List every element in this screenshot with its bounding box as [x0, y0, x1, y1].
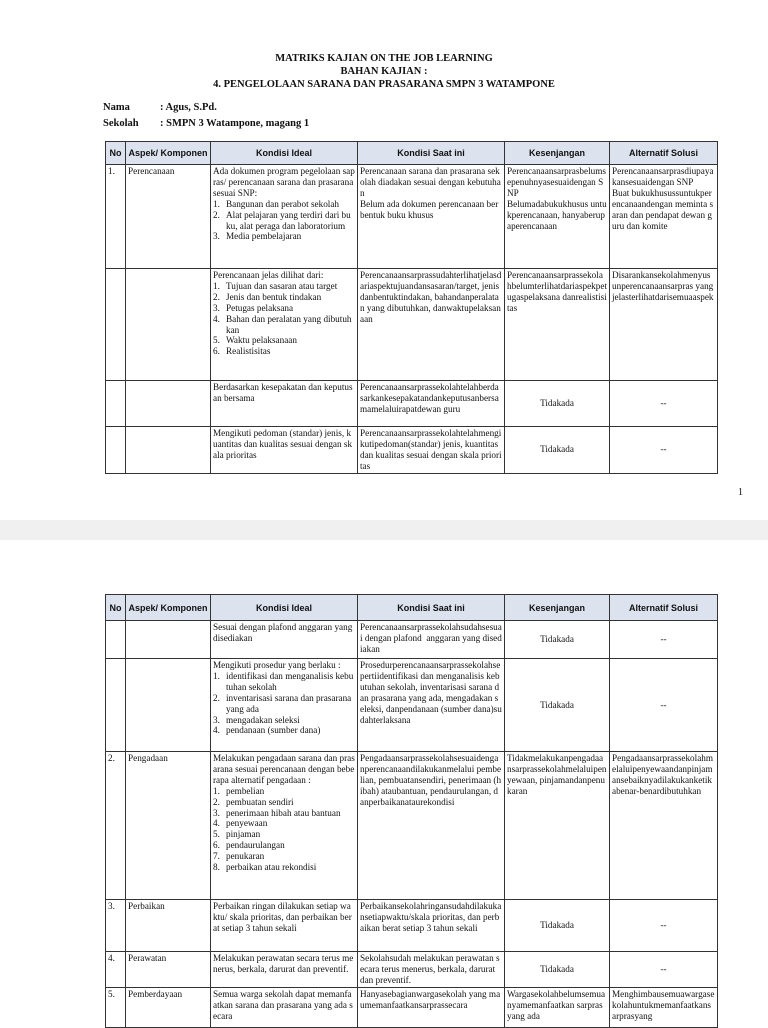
list-item-number: 1. — [213, 785, 220, 796]
kondisi-ideal-list-item — [213, 862, 355, 873]
list-item-text: penukaran — [226, 851, 265, 862]
list-item-text: Alat pelajaran yang terdiri dari buku, alat peraga dan laboratorium — [226, 209, 351, 231]
kondisi-ideal-text: Melakukan pengadaan sarana dan prasarana sesuai perencanaan dengan beberapa alternatif pengadaan : — [213, 753, 355, 785]
alternatif-solusi-cell: Disarankansekolahmenyusunperencanaansarpras yang jelasterlihatdarisemuaaspek — [610, 269, 718, 381]
list-item-text: identifikasi dan menganalisis kebutuhan sekolah — [226, 670, 354, 692]
kondisi-ideal-text: Mengikuti prosedur yang berlaku : — [213, 660, 341, 670]
alternatif-solusi-cell: -- — [610, 900, 718, 952]
list-item-number: 2. — [213, 796, 220, 807]
kesenjangan-cell: Tidakada — [505, 381, 610, 427]
document-page-2 — [0, 540, 768, 1024]
kondisi-ideal-list-item — [213, 829, 355, 840]
list-item-number: 4. — [213, 725, 220, 736]
nama-value: : Agus, S.Pd. — [160, 102, 217, 113]
aspek-cell — [126, 269, 211, 381]
list-item-number: 5. — [213, 829, 220, 840]
list-item-number: 3. — [213, 231, 220, 242]
list-item-text: penyewaan — [226, 818, 268, 829]
list-item-text: pendaurulangan — [226, 840, 285, 851]
kondisi-ideal-list — [213, 281, 355, 357]
document-subtitle: BAHAN KAJIAN : — [340, 66, 428, 77]
header-kondisi-ideal: Kondisi Ideal — [211, 142, 358, 165]
page-separator — [0, 520, 768, 540]
kesenjangan-cell: Tidakada — [505, 659, 610, 752]
list-item-text: pembelian — [226, 785, 265, 796]
header-kondisi-saat-ini: Kondisi Saat ini — [358, 142, 505, 165]
aspek-cell — [126, 659, 211, 752]
list-item-number: 6. — [213, 346, 220, 357]
table-row — [106, 659, 718, 752]
kondisi-ideal-list — [213, 786, 355, 873]
kondisi-ideal-list-item — [213, 199, 355, 210]
aspek-cell — [126, 427, 211, 474]
list-item-text: Bangunan dan perabot sekolah — [226, 198, 340, 209]
kondisi-ideal-text: Perbaikan ringan dilakukan setiap waktu/ skala prioritas, dan perbaikan berat setiap 3 tahun sekali — [213, 901, 352, 933]
aspek-cell — [126, 621, 211, 659]
header-kondisi-ideal: Kondisi Ideal — [211, 595, 358, 621]
kondisi-ideal-text: Perencanaan jelas dilihat dari: — [213, 270, 324, 280]
kondisi-saat-ini-cell: Perencanaansarprassudahterlihatjelasdariaspektujuandansasaran/target, jenisdanbentuktindakan, bahandanperalatan yang dibutuhkan, danwaktupelaksanaan — [358, 269, 505, 381]
alternatif-solusi-cell: -- — [610, 621, 718, 659]
header-no: No — [106, 595, 126, 621]
kondisi-ideal-text: Melakukan perawatan secara terus menerus, berkala, darurat dan preventif. — [213, 953, 354, 974]
table-row — [106, 427, 718, 474]
aspek-cell: Perbaikan — [126, 900, 211, 952]
row-number-cell: 5. — [106, 987, 126, 1027]
matrix-body-page-2 — [106, 621, 718, 1028]
kondisi-ideal-cell — [211, 987, 358, 1027]
list-item-number: 7. — [213, 851, 220, 862]
list-item-number: 5. — [213, 335, 220, 346]
kondisi-ideal-cell — [211, 752, 358, 900]
nama-row — [103, 102, 217, 113]
kondisi-ideal-cell — [211, 900, 358, 952]
alternatif-solusi-cell: -- — [610, 659, 718, 752]
header-aspek: Aspek/ Komponen — [126, 142, 211, 165]
sekolah-label: Sekolah — [103, 118, 139, 129]
list-item-text: pendanaan (sumber dana) — [226, 725, 321, 736]
list-item-number: 1. — [213, 280, 220, 291]
list-item-text: Jenis dan bentuk tindakan — [226, 291, 322, 302]
kondisi-saat-ini-cell: Perencanaansarprassekolahtelahberdasarkankesepakatandankeputusanbersamamelaluirapatdewan guru — [358, 381, 505, 427]
kesenjangan-cell: Tidakada — [505, 621, 610, 659]
kondisi-ideal-list-item — [213, 210, 355, 232]
row-number-cell: 2. — [106, 752, 126, 900]
kondisi-ideal-text: Sesuai dengan plafond anggaran yang disediakan — [213, 622, 353, 643]
kondisi-ideal-list-item — [213, 818, 355, 829]
sekolah-value: : SMPN 3 Watampone, magang 1 — [160, 118, 310, 129]
row-number-cell: 3. — [106, 900, 126, 952]
kondisi-ideal-cell — [211, 659, 358, 752]
header-alternatif-solusi: Alternatif Solusi — [610, 595, 718, 621]
alternatif-solusi-cell: Pengadaansarprassekolahmelaluipenyewaandanpinjamansebaiknyadilakukanketikabenar-benardibutuhkan — [610, 752, 718, 900]
table-row — [106, 952, 718, 988]
kondisi-ideal-text: Mengikuti pedoman (standar) jenis, kuantitas dan kualitas sesuai dengan skala prioritas — [213, 428, 353, 460]
list-item-text: Media pembelajaran — [226, 231, 302, 242]
kondisi-saat-ini-cell: Hanyasebagianwargasekolah yang maumemanfaatkansarprassecara — [358, 987, 505, 1027]
kesenjangan-cell: Perencanaansarprasbelumsepenuhnyasesuaidengan SNP Belumadabukukhusus untukperencanaan, hanyaberupaperencanaan — [505, 165, 610, 269]
header-kondisi-saat-ini: Kondisi Saat ini — [358, 595, 505, 621]
list-item-text: Realistisitas — [226, 346, 271, 357]
document-title: MATRIKS KAJIAN ON THE JOB LEARNING — [275, 53, 493, 64]
list-item-number: 3. — [213, 807, 220, 818]
list-item-number: 4. — [213, 313, 220, 324]
list-item-number: 4. — [213, 818, 220, 829]
kondisi-ideal-list-item — [213, 281, 355, 292]
list-item-number: 1. — [213, 198, 220, 209]
document-topic: 4. PENGELOLAAN SARANA DAN PRASARANA SMPN 3 WATAMPONE — [213, 79, 555, 90]
kondisi-ideal-list-item — [213, 725, 355, 736]
kondisi-ideal-list — [213, 199, 355, 243]
alternatif-solusi-cell: -- — [610, 381, 718, 427]
alternatif-solusi-cell: Perencanaansarprasdiupayakansesuaidengan SNP Buat bukukhusussuntukperencanaandengan meminta saran dan pendapat dewan guru dan komite — [610, 165, 718, 269]
aspek-cell: Pemberdayaan — [126, 987, 211, 1027]
list-item-number: 1. — [213, 670, 220, 681]
kesenjangan-cell: Tidakada — [505, 952, 610, 988]
kondisi-saat-ini-cell: Perencanaan sarana dan prasarana sekolah diadakan sesuai dengan kebutuhan Belum ada dokumen perencanaan berbentuk buku khusus — [358, 165, 505, 269]
list-item-text: Bahan dan peralatan yang dibutuhkan — [226, 313, 352, 335]
table-row — [106, 900, 718, 952]
kondisi-ideal-cell — [211, 427, 358, 474]
kondisi-ideal-cell — [211, 952, 358, 988]
list-item-number: 2. — [213, 692, 220, 703]
kondisi-ideal-list-item — [213, 671, 355, 693]
list-item-number: 3. — [213, 302, 220, 313]
matrix-table-page-2 — [105, 594, 718, 1028]
list-item-number: 3. — [213, 714, 220, 725]
alternatif-solusi-cell: -- — [610, 427, 718, 474]
kondisi-ideal-list-item — [213, 840, 355, 851]
table-row — [106, 165, 718, 269]
kondisi-ideal-list-item — [213, 292, 355, 303]
list-item-text: Tujuan dan sasaran atau target — [226, 280, 338, 291]
kondisi-ideal-cell — [211, 165, 358, 269]
kondisi-saat-ini-cell: Pengadaansarprassekolahsesuaidenganperencanaandilakukanmelalui pembelian, pembuatansendiri, penerimaan (hibah) ataubantuan, pendaurulangan, danperbaikanataurekondisi — [358, 752, 505, 900]
kondisi-ideal-list-item — [213, 314, 355, 336]
list-item-text: pinjaman — [226, 829, 261, 840]
kondisi-ideal-text: Berdasarkan kesepakatan dan keputusan bersama — [213, 382, 353, 403]
list-item-text: Waktu pelaksanaan — [226, 335, 297, 346]
kondisi-ideal-cell — [211, 381, 358, 427]
aspek-cell: Perencanaan — [126, 165, 211, 269]
kondisi-ideal-list — [213, 671, 355, 736]
table-row — [106, 752, 718, 900]
row-number-cell — [106, 621, 126, 659]
table-row — [106, 987, 718, 1027]
header-no: No — [106, 142, 126, 165]
alternatif-solusi-cell: Menghimbausemuawargasekolahuntukmemanfaatkansarprasyang — [610, 987, 718, 1027]
table-row — [106, 269, 718, 381]
matrix-table-page-1 — [105, 141, 718, 474]
kondisi-ideal-cell — [211, 269, 358, 381]
kondisi-ideal-list-item — [213, 786, 355, 797]
list-item-number: 2. — [213, 209, 220, 220]
kondisi-ideal-list-item — [213, 851, 355, 862]
matrix-body-page-1 — [106, 165, 718, 474]
kondisi-ideal-list-item — [213, 693, 355, 715]
kondisi-ideal-list-item — [213, 797, 355, 808]
row-number-cell: 1. — [106, 165, 126, 269]
table-row — [106, 621, 718, 659]
list-item-text: perbaikan atau rekondisi — [226, 862, 317, 873]
kondisi-ideal-text: Semua warga sekolah dapat memanfaatkan sarana dan prasarana yang ada secara — [213, 988, 353, 1021]
list-item-number: 2. — [213, 291, 220, 302]
header-alternatif-solusi: Alternatif Solusi — [610, 142, 718, 165]
list-item-number: 6. — [213, 840, 220, 851]
list-item-text: penerimaan hibah atau bantuan — [226, 807, 341, 818]
list-item-text: inventarisasi sarana dan prasarana yang ada — [226, 692, 352, 714]
row-number-cell: 4. — [106, 952, 126, 988]
list-item-text: pembuatan sendiri — [226, 796, 294, 807]
kondisi-ideal-list-item — [213, 715, 355, 726]
sekolah-row — [103, 118, 309, 129]
kondisi-ideal-text: Ada dokumen program pegelolaan sapras/ perencanaan sarana dan prasarana sesuai SNP: — [213, 166, 355, 198]
list-item-text: Petugas pelaksana — [226, 302, 294, 313]
kondisi-ideal-cell — [211, 621, 358, 659]
row-number-cell — [106, 427, 126, 474]
kesenjangan-cell: Wargasekolahbelumsemuanyamemanfaatkan sarprasyang ada — [505, 987, 610, 1027]
kesenjangan-cell: Tidakada — [505, 427, 610, 474]
kesenjangan-cell: Tidakada — [505, 900, 610, 952]
kondisi-saat-ini-cell: Prosedurperencanaansarprassekolahsepertiidentifikasi dan menganalisis kebutuhan sekolah, inventarisasi sarana dan prasarana yang ada, mengadakan seleksi, danpendanaan (sumber dana)sudahterlaksana — [358, 659, 505, 752]
kondisi-ideal-list-item — [213, 335, 355, 346]
kondisi-ideal-list-item — [213, 231, 355, 242]
alternatif-solusi-cell: -- — [610, 952, 718, 988]
kondisi-ideal-list-item — [213, 808, 355, 819]
list-item-text: mengadakan seleksi — [226, 714, 300, 725]
kondisi-ideal-list-item — [213, 346, 355, 357]
kesenjangan-cell: Tidakmelakukanpengadaansarprassekolahmelaluipenyewaan, pinjamandanpenukaran — [505, 752, 610, 900]
aspek-cell: Pengadaan — [126, 752, 211, 900]
kesenjangan-cell: Perencanaansarprassekolahbelumterlihatdariaspekpetugaspelaksana danrealistisitas — [505, 269, 610, 381]
header-aspek: Aspek/ Komponen — [126, 595, 211, 621]
header-kesenjangan: Kesenjangan — [505, 595, 610, 621]
kondisi-saat-ini-cell: Perencanaansarprassekolahsudahsesuai dengan plafond anggaran yang disediakan — [358, 621, 505, 659]
kondisi-saat-ini-cell: Perbaikansekolahringansudahdilakukansetiapwaktu/skala prioritas, dan perbaikan berat setiap 3 tahun sekali — [358, 900, 505, 952]
row-number-cell — [106, 659, 126, 752]
kondisi-saat-ini-cell: Perencanaansarprassekolahtelahmengikutipedoman(standar) jenis, kuantitas dan kualitas sesuai dengan skala prioritas — [358, 427, 505, 474]
kondisi-ideal-list-item — [213, 303, 355, 314]
table-row — [106, 381, 718, 427]
aspek-cell: Perawatan — [126, 952, 211, 988]
list-item-number: 8. — [213, 862, 220, 873]
kondisi-saat-ini-cell: Sekolahsudah melakukan perawatan secara terus menerus, berkala, darurat dan preventif. — [358, 952, 505, 988]
page-number: 1 — [738, 487, 743, 498]
row-number-cell — [106, 381, 126, 427]
header-kesenjangan: Kesenjangan — [505, 142, 610, 165]
aspek-cell — [126, 381, 211, 427]
row-number-cell — [106, 269, 126, 381]
nama-label: Nama — [103, 102, 130, 113]
